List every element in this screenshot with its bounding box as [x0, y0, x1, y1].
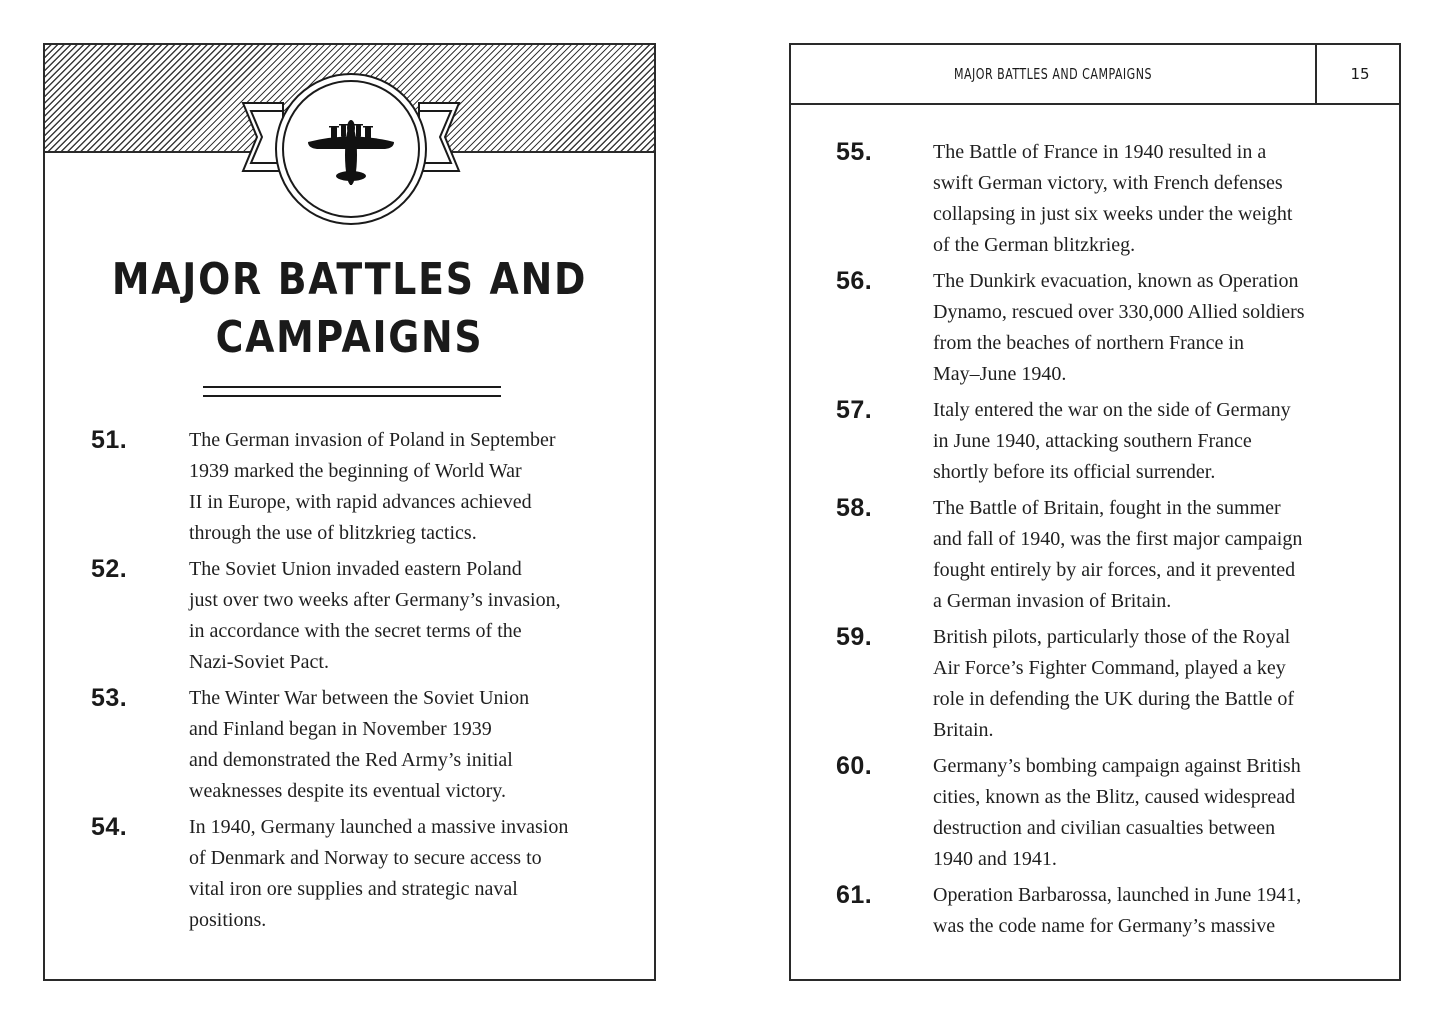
fact-text: [189, 425, 629, 549]
double-rule-bottom: [203, 395, 501, 397]
fact-text-line: from the beaches of northern France in: [933, 332, 1244, 354]
fact-text-line: of the German blitzkrieg.: [933, 234, 1136, 256]
fact-text: [933, 622, 1373, 746]
fact-text-line: of Denmark and Norway to secure access to: [189, 847, 542, 869]
fact-number: 58.: [836, 494, 873, 522]
fact-text-line: The Winter War between the Soviet Union: [189, 687, 530, 709]
fact-text-line: Italy entered the war on the side of Germany: [933, 399, 1291, 421]
fact-text-line: positions.: [189, 909, 267, 931]
fact-text-line: role in defending the UK during the Battle of: [933, 688, 1295, 710]
fact-text-line: May–June 1940.: [933, 363, 1067, 385]
chapter-title-line-2: CAMPAIGNS: [215, 312, 484, 363]
fact-text: [933, 493, 1373, 617]
fact-text-line: The Battle of France in 1940 resulted in a: [933, 141, 1267, 163]
fact-text-line: weaknesses despite its eventual victory.: [189, 780, 506, 802]
chapter-title-line-1: MAJOR BATTLES AND: [111, 254, 588, 305]
fact-text-line: The Dunkirk evacuation, known as Operation: [933, 270, 1299, 292]
fact-text-line: British pilots, particularly those of the Royal: [933, 626, 1291, 648]
fact-text: [189, 812, 629, 936]
fact-text-line: in June 1940, attacking southern France: [933, 430, 1252, 452]
right-page: [789, 43, 1401, 981]
running-title: MAJOR BATTLES AND CAMPAIGNS: [953, 65, 1153, 83]
fact-text-line: Germany’s bombing campaign against British: [933, 755, 1301, 777]
fact-number: 61.: [836, 881, 873, 909]
fact-text: [189, 554, 629, 678]
fact-text-line: swift German victory, with French defenses: [933, 172, 1283, 194]
fact-text-line: 1940 and 1941.: [933, 848, 1057, 870]
fact-number: 53.: [91, 684, 128, 712]
fact-text-line: collapsing in just six weeks under the weight: [933, 203, 1293, 225]
double-rule-top: [203, 386, 501, 388]
fact-text-line: Dynamo, rescued over 330,000 Allied soldiers: [933, 301, 1305, 323]
fact-number: 57.: [836, 396, 873, 424]
fact-number: 55.: [836, 138, 873, 166]
fact-text-line: and fall of 1940, was the first major campaign: [933, 528, 1303, 550]
fact-text-line: vital iron ore supplies and strategic naval: [189, 878, 518, 900]
fact-text-line: in accordance with the secret terms of the: [189, 620, 522, 642]
fact-text: [933, 395, 1373, 488]
fact-text-line: was the code name for Germany’s massive: [933, 915, 1276, 937]
fact-text: [933, 137, 1373, 261]
fact-text-line: Operation Barbarossa, launched in June 1941,: [933, 884, 1302, 906]
fact-number: 52.: [91, 555, 128, 583]
page-number: 15: [1315, 45, 1403, 103]
fact-text-line: In 1940, Germany launched a massive invasion: [189, 816, 569, 838]
left-page: [43, 43, 656, 981]
fact-number: 59.: [836, 623, 873, 651]
fact-number: 51.: [91, 426, 128, 454]
fact-text-line: fought entirely by air forces, and it prevented: [933, 559, 1296, 581]
emblem-badge: [45, 45, 658, 245]
fact-text: [933, 751, 1373, 875]
fact-text-line: just over two weeks after Germany’s invasion,: [189, 589, 561, 611]
fact-text-line: Nazi-Soviet Pact.: [189, 651, 329, 673]
fact-number: 56.: [836, 267, 873, 295]
fact-text-line: through the use of blitzkrieg tactics.: [189, 522, 477, 544]
fact-text-line: Air Force’s Fighter Command, played a key: [933, 657, 1286, 679]
fact-text-line: shortly before its official surrender.: [933, 461, 1216, 483]
chapter-title: [88, 251, 612, 367]
fact-text-line: The Soviet Union invaded eastern Poland: [189, 558, 522, 580]
fact-text-line: The German invasion of Poland in September: [189, 429, 556, 451]
fact-text-line: 1939 marked the beginning of World War: [189, 460, 522, 482]
fact-text-line: Britain.: [933, 719, 994, 741]
fact-number: 60.: [836, 752, 873, 780]
fact-text: [933, 266, 1373, 390]
fact-text-line: and Finland began in November 1939: [189, 718, 492, 740]
fact-text: [933, 880, 1373, 942]
fact-text-line: II in Europe, with rapid advances achieved: [189, 491, 532, 513]
fact-text-line: The Battle of Britain, fought in the summer: [933, 497, 1281, 519]
running-header: [791, 45, 1399, 105]
fact-text-line: and demonstrated the Red Army’s initial: [189, 749, 513, 771]
fact-text-line: cities, known as the Blitz, caused widespread: [933, 786, 1296, 808]
fact-number: 54.: [91, 813, 128, 841]
fact-text-line: destruction and civilian casualties between: [933, 817, 1276, 839]
fact-text-line: a German invasion of Britain.: [933, 590, 1172, 612]
fact-text: [189, 683, 629, 807]
